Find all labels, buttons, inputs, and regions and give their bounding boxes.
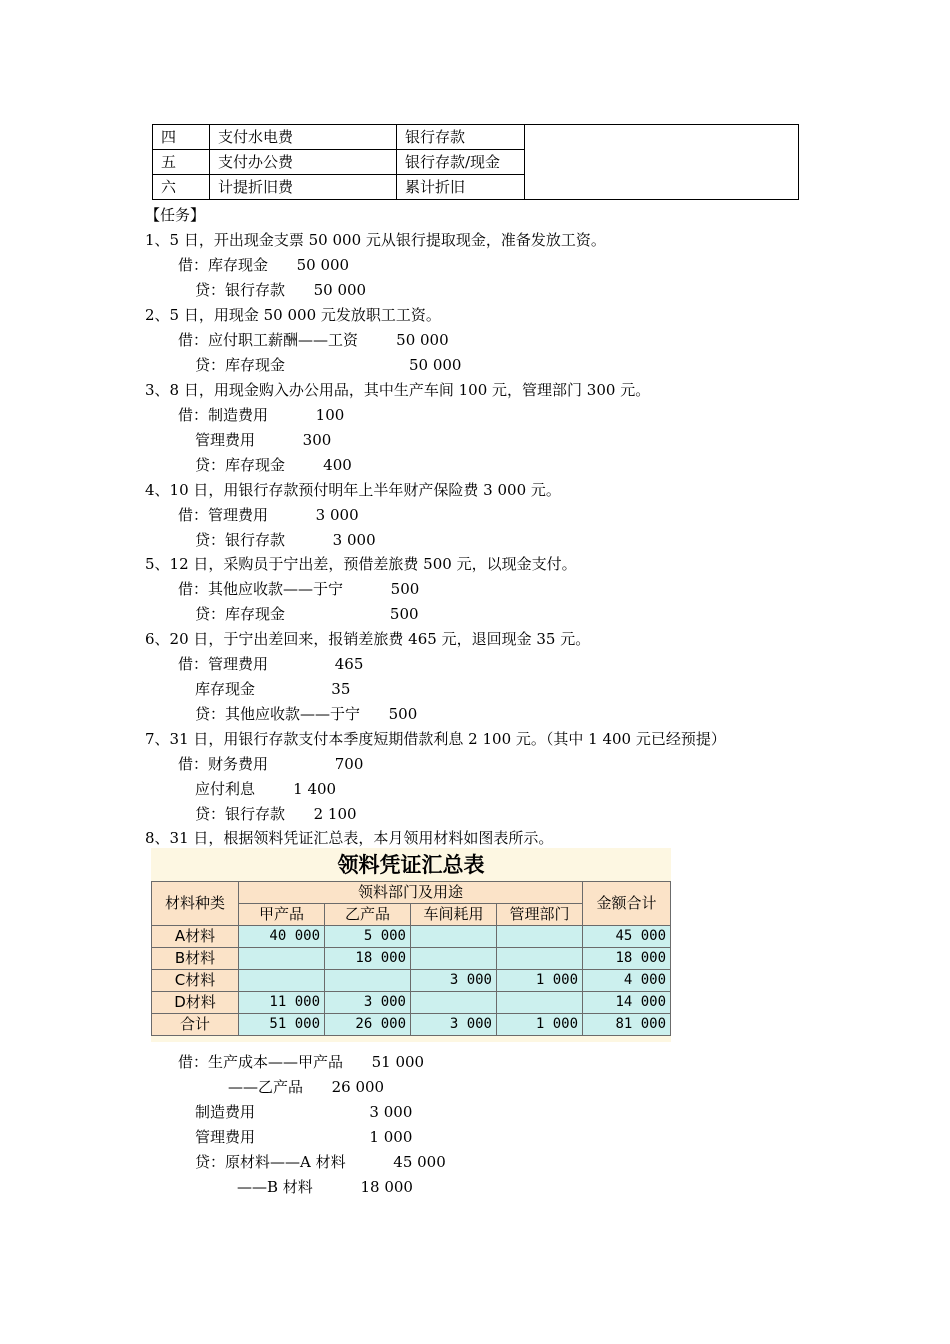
total-cell: 4 000: [583, 970, 671, 992]
task-7: 7、31 日，用银行存款支付本季度短期借款利息 2 100 元。（其中 1 400 元已经预提）: [145, 730, 726, 748]
amount-cell: 3 000: [411, 1014, 497, 1036]
header-dept-group: 领料部门及用途: [239, 882, 583, 904]
material-requisition-summary: [151, 848, 671, 1042]
amount-cell: 11 000: [239, 992, 325, 1014]
amount-cell: 1 000: [497, 970, 583, 992]
journal-debit: 借：管理费用 3 000: [178, 506, 359, 524]
header-workshop: 车间耗用: [411, 904, 497, 926]
account-name: 累计折旧: [397, 175, 525, 200]
journal-debit: 借：管理费用 465: [178, 655, 364, 673]
amount-cell: [411, 992, 497, 1014]
journal-debit: 借：制造费用 100: [178, 406, 345, 424]
journal-credit: 贷：库存现金 50 000: [195, 356, 462, 374]
material-label: D材料: [152, 992, 239, 1014]
amount-cell: 26 000: [325, 1014, 411, 1036]
summary-table: [151, 881, 671, 1036]
header-material: 材料种类: [152, 882, 239, 926]
account-name: 银行存款/现金: [397, 150, 525, 175]
table-row: [152, 948, 671, 970]
amount-cell: [411, 948, 497, 970]
row-number: 四: [153, 125, 210, 150]
table-row: [152, 970, 671, 992]
amount-cell: [497, 926, 583, 948]
journal-debit: 借：应付职工薪酬——工资 50 000: [178, 331, 449, 349]
task-6: 6、20 日，于宁出差回来，报销差旅费 465 元，退回现金 35 元。: [145, 630, 591, 648]
amount-cell: 51 000: [239, 1014, 325, 1036]
task-5: 5、12 日，采购员于宁出差，预借差旅费 500 元，以现金支付。: [145, 555, 577, 573]
expense-item: 支付办公费: [210, 150, 397, 175]
expense-account-table: [152, 124, 799, 200]
journal-credit: 贷：银行存款 3 000: [195, 531, 376, 549]
amount-cell: [239, 948, 325, 970]
material-label: A材料: [152, 926, 239, 948]
amount-cell: 1 000: [497, 1014, 583, 1036]
journal-debit: 库存现金 35: [195, 680, 351, 698]
journal-debit: 应付利息 1 400: [195, 780, 337, 798]
header-row: [152, 882, 671, 904]
table-row: [152, 926, 671, 948]
table-row: [153, 125, 799, 150]
amount-cell: 5 000: [325, 926, 411, 948]
amount-cell: [497, 992, 583, 1014]
blank-cell: [525, 125, 799, 200]
total-cell: 81 000: [583, 1014, 671, 1036]
journal-credit: 贷：银行存款 2 100: [195, 805, 357, 823]
expense-item: 计提折旧费: [210, 175, 397, 200]
total-row: [152, 1014, 671, 1036]
header-total: 金额合计: [583, 882, 671, 926]
total-cell: 14 000: [583, 992, 671, 1014]
amount-cell: [325, 970, 411, 992]
journal-debit: 借：库存现金 50 000: [178, 256, 350, 274]
amount-cell: 40 000: [239, 926, 325, 948]
journal-debit: ——乙产品 26 000: [228, 1078, 385, 1096]
amount-cell: 3 000: [325, 992, 411, 1014]
journal-credit: 贷：原材料——A 材料 45 000: [195, 1153, 446, 1171]
journal-credit: ——B 材料 18 000: [237, 1178, 413, 1196]
journal-debit: 管理费用 1 000: [195, 1128, 413, 1146]
task-3: 3、8 日，用现金购入办公用品，其中生产车间 100 元，管理部门 300 元。: [145, 381, 651, 399]
expense-item: 支付水电费: [210, 125, 397, 150]
journal-debit: 制造费用 3 000: [195, 1103, 413, 1121]
journal-credit: 贷：银行存款 50 000: [195, 281, 367, 299]
amount-cell: 18 000: [325, 948, 411, 970]
task-2: 2、5 日，用现金 50 000 元发放职工工资。: [145, 306, 441, 324]
summary-title: 领料凭证汇总表: [337, 853, 485, 877]
journal-debit: 借：生产成本——甲产品 51 000: [178, 1053, 425, 1071]
task-4: 4、10 日，用银行存款预付明年上半年财产保险费 3 000 元。: [145, 481, 561, 499]
amount-cell: [411, 926, 497, 948]
header-product-b: 乙产品: [325, 904, 411, 926]
material-label: 合计: [152, 1014, 239, 1036]
amount-cell: 3 000: [411, 970, 497, 992]
task-8: 8、31 日，根据领料凭证汇总表，本月领用材料如图表所示。: [145, 829, 554, 847]
header-admin: 管理部门: [497, 904, 583, 926]
amount-cell: [239, 970, 325, 992]
row-number: 五: [153, 150, 210, 175]
material-label: C材料: [152, 970, 239, 992]
header-product-a: 甲产品: [239, 904, 325, 926]
journal-credit: 贷：其他应收款——于宁 500: [195, 705, 418, 723]
journal-credit: 贷：库存现金 500: [195, 605, 419, 623]
task-heading: 【任务】: [145, 206, 206, 224]
amount-cell: [497, 948, 583, 970]
journal-debit: 借：财务费用 700: [178, 755, 364, 773]
account-name: 银行存款: [397, 125, 525, 150]
task-1: 1、5 日，开出现金支票 50 000 元从银行提取现金，准备发放工资。: [145, 231, 606, 249]
journal-debit: 管理费用 300: [195, 431, 332, 449]
total-cell: 18 000: [583, 948, 671, 970]
table-row: [152, 992, 671, 1014]
material-label: B材料: [152, 948, 239, 970]
journal-debit: 借：其他应收款——于宁 500: [178, 580, 420, 598]
total-cell: 45 000: [583, 926, 671, 948]
journal-credit: 贷：库存现金 400: [195, 456, 352, 474]
row-number: 六: [153, 175, 210, 200]
